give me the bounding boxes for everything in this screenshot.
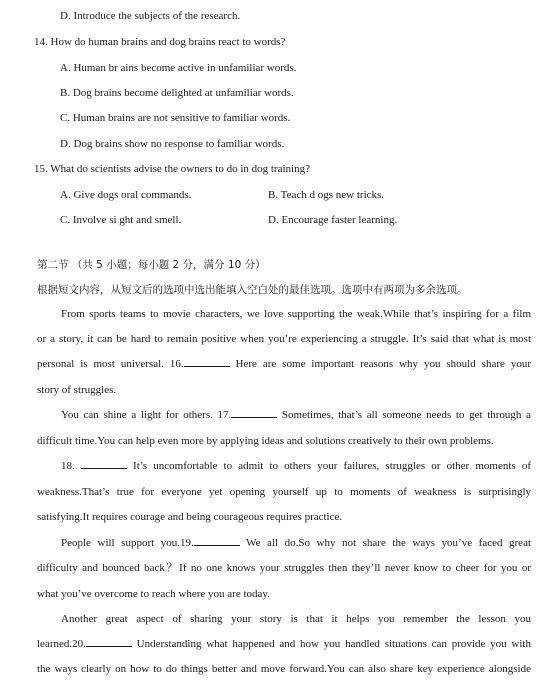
passage-line bbox=[37, 531, 531, 556]
passage-text: learned.20. bbox=[37, 638, 86, 650]
passage-line bbox=[37, 352, 531, 377]
q14-stem: 14. How do human brains and dog brains react to words? bbox=[34, 36, 286, 48]
blank-19[interactable] bbox=[194, 535, 240, 546]
blank-18[interactable] bbox=[81, 458, 127, 469]
passage-line bbox=[37, 403, 531, 428]
passage-text: It’s uncomfortable to admit to others your failures, struggles or other moments of bbox=[126, 460, 531, 472]
passage-text: People will support you.19. bbox=[61, 537, 194, 549]
passage-text: personal is most universal. 16. bbox=[37, 358, 184, 370]
section-heading: 第二节 （共 5 小题；每小题 2 分，满分 10 分） bbox=[37, 259, 266, 271]
q15-option-b: B. Teach d ogs new tricks. bbox=[268, 189, 385, 201]
passage-line: difficult time.You can help even more by applying ideas and solutions creatively to their own problems. bbox=[37, 435, 494, 447]
q14-option-a: A. Human br ains become active in unfamiliar words. bbox=[60, 62, 297, 74]
q15-option-a: A. Give dogs oral commands. bbox=[60, 189, 192, 201]
q14-option-d: D. Dog brains show no response to familiar words. bbox=[60, 138, 285, 150]
q14-option-b: B. Dog brains become delighted at unfamiliar words. bbox=[60, 87, 294, 99]
passage-line: or a story, it can be hard to remain positive when you’re experiencing a struggle. It’s said that what is most bbox=[37, 333, 531, 345]
passage-line: weakness.That’s true for everyone yet opening yourself up to moments of weakness is surprisingly bbox=[37, 486, 531, 498]
passage-text: 18. bbox=[61, 460, 81, 472]
passage-line: what you’ve overcome to reach where you are today. bbox=[37, 588, 270, 600]
passage-text: We all do.So why not share the ways you’ve faced great bbox=[239, 537, 532, 549]
q15-option-c: C. Involve si ght and smell. bbox=[60, 214, 182, 226]
section-instruction: 根据短文内容，从短文后的选项中选出能填入空白处的最佳选项。选项中有两项为多余选项。 bbox=[37, 284, 468, 296]
q15-option-d: D. Encourage faster learning. bbox=[268, 214, 398, 226]
blank-17[interactable] bbox=[231, 407, 277, 418]
passage-line bbox=[37, 454, 531, 479]
passage-line: Another great aspect of sharing your story is that it helps you remember the lesson you bbox=[61, 613, 531, 625]
passage-text: Understanding what happened and how you handled situations can provide you with bbox=[131, 638, 531, 650]
passage-line: story of struggles. bbox=[37, 384, 117, 396]
passage-text: You can shine a light for others. 17. bbox=[61, 409, 232, 421]
passage-line: the ways clearly on how to do things better and move forward.You can also share key experience alongside bbox=[37, 663, 531, 675]
blank-20[interactable] bbox=[86, 636, 132, 647]
passage-line: satisfying.It requires courage and being courageous requires practice. bbox=[37, 511, 343, 523]
passage-line: From sports teams to movie characters, we love supporting the weak.While that’s inspiring for a film bbox=[61, 308, 531, 320]
passage-text: Here are some important reasons why you should share your bbox=[229, 358, 531, 370]
q13-option-d: D. Introduce the subjects of the research. bbox=[60, 10, 241, 22]
q14-option-c: C. Human brains are not sensitive to familiar words. bbox=[60, 112, 291, 124]
passage-line: difficulty and bounced back？If no one knows your struggles then they’ll never know to cheer for you or bbox=[37, 562, 531, 574]
passage-line bbox=[37, 632, 531, 657]
blank-16[interactable] bbox=[184, 356, 230, 367]
passage-text: Sometimes, that’s all someone needs to get through a bbox=[277, 409, 531, 421]
q15-stem: 15. What do scientists advise the owners to do in dog training? bbox=[34, 163, 310, 175]
